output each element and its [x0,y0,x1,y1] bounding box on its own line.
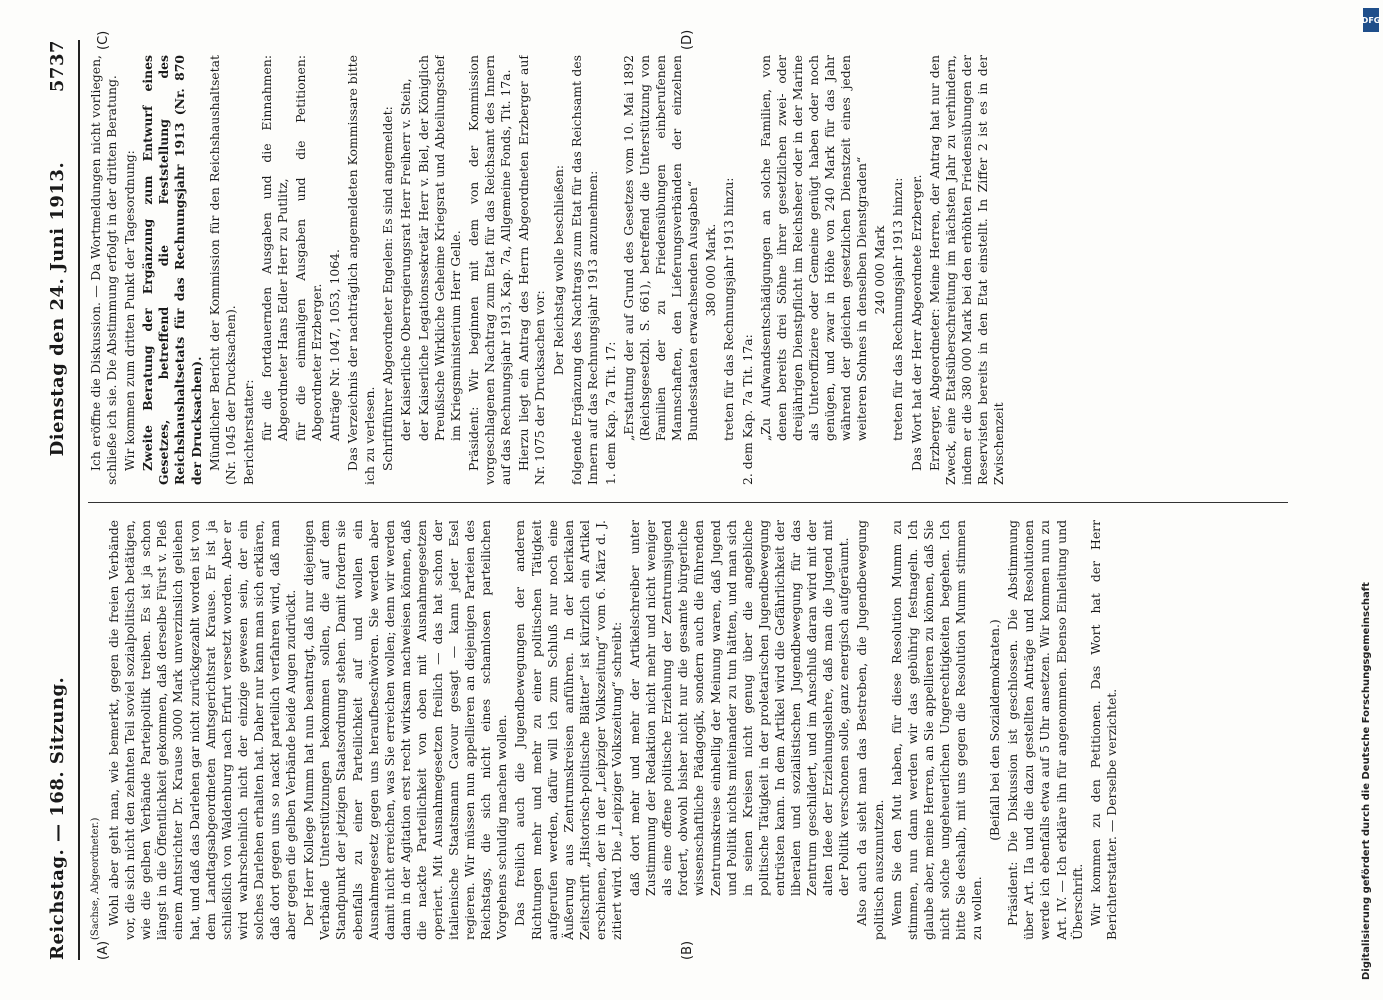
right-paragraph: „Zu Aufwandsentschädigungen an solche Familien, von denen bereits drei Söhne ihrer gesetzlichen zwei- oder dreijährigen Dienstpflicht im Reichsheer oder in der Marine als Unteroffiziere oder Gemeine genügt haben oder noch genügen, und zwar in Höhe von 240 Mark für das Jahr während der gleichen gesetzlichen Dienstzeit eines jeden weiteren Sohnes in denselben Dienstgraden“ [757,55,870,441]
margin-marker-c: (C) [96,30,111,50]
right-paragraph: Das Wort hat der Herr Abgeordnete Erzberger. [908,174,924,471]
right-paragraph: Ich eröffne die Diskussion. — Da Wortmeldungen nicht vorliegen, schließe ich sie. Die Abstimmung erfolgt in der dritten Beratung. [88,55,120,485]
right-paragraph: Erzberger, Abgeordneter: Meine Herren, der Antrag hat nur den Zweck, eine Etatsüberschreitung im nächsten Jahr zu verhindern, indem er die 380 000 Mark bei den erhöhten Friedensübungen der Reservisten bereits in den Etat einstellt. In Ziffer 2 ist es in der Zwischenzeit [926,55,1006,485]
page-number: 5737 [46,39,68,93]
header-rule [78,40,80,960]
right-paragraph: der Kaiserliche Oberregierungsrat Herr Freiherr v. Stein, [397,78,413,441]
speaker-note: (Sachse, Abgeordneter.) [90,817,101,940]
left-paragraph: Das freilich auch die Jugendbewegungen der anderen Richtungen mehr und mehr zu einer politischen Tätigkeit aufgerufen werden, dafür will ich zum Schluß nur noch eine Äußerung aus Zentrumskreisen anführen. In der klerikalen Zeitschrift „Historisch-politische Blätter“ ist kürzlich ein Artikel erschienen, der in der „Leipziger Volkszeitung“ vom 6. März d. J. zitiert wird. Die „Leipziger Volkszeitung“ schreibt: [512,520,624,940]
applause-note: (Beifall bei den Sozialdemokraten.) [987,619,1003,841]
left-quote: daß dort mehr und mehr der Artikelschreiber unter Zustimmung der Redaktion nicht mehr und nicht weniger als eine offene politische Erziehung der Zentrumsjugend fordert, obwohl bisher nicht nur die gesamte bürgerliche wissenschaftliche Pädagogik, sondern auch die führenden Zentrumskreise einhellig der Meinung waren, daß Jugend und Politik nichts miteinander zu tun hätten, und man sich in seinen Kreisen nicht genug über die angebliche politische Tätigkeit in der proletarischen Jugendbewegung entrüsten kann. In dem Artikel wird die Gefährlichkeit der liberalen und sozialistischen Jugendbewegung für das Zentrum geschildert, und im Anschluß daran wird mit der alten Idee der Erziehungslehre, daß man die Jugend mit der Politik verschonen solle, ganz energisch aufgeräumt. [627,520,852,896]
right-paragraph: treten für das Rechnungsjahr 1913 hinzu: [721,177,737,441]
left-paragraph: Der Herr Kollege Mumm hat nun beantragt, daß nur diejenigen Verbände Unterstützungen bekommen sollen, die auf dem Standpunkt der jetzigen Staatsordnung stehen. Damit fordern sie ebenfalls zu einer Parteilichkeit auf und wollen ein Ausnahmegesetz gegen uns heraufbeschwören. Sie werden aber damit nicht erreichen, was Sie erreichen wollen; denn wir werden dann in der Agitation erst recht wirksam nachweisen können, daß die nackte Parteilichkeit von oben mit Ausnahmegesetzen operiert. Mit Ausnahmegesetzen freilich — das hat schon der italienische Staatsmann Cavour gesagt — kann jeder Esel regieren. Wir müssen nun appellieren an diejenigen Parteien des Reichstags, die sich nicht eines schamlosen parteilichen Vorgehens schuldig machen wollen. [301,520,510,940]
margin-marker-b: (B) [680,940,695,960]
right-paragraph: der Kaiserliche Legationssekretär Herr v. Biel, der Königlich Preußische Wirkliche Geheime Kriegsrat und Abteilungschef im Kriegsministerium Herr Gelle. [415,55,463,441]
header-date: Dienstag den 24. Juni 1913. [46,161,68,457]
column-divider [88,502,1288,503]
right-paragraph: 240 000 Mark [872,225,888,315]
right-paragraph: Hierzu liegt ein Antrag des Herrn Abgeordneten Erzberger auf Nr. 1075 der Drucksachen vor: [516,55,548,485]
margin-marker-a: (A) [96,940,111,960]
left-paragraph: Wir kommen zu den Petitionen. Das Wort hat der Herr Berichterstatter. — Derselbe verzichtet. [1087,520,1119,940]
right-paragraph: Das Verzeichnis der nachträglich angemeldeten Kommissare bitte ich zu verlesen. [345,55,377,485]
right-paragraph: „Erstattung der auf Grund des Gesetzes vom 10. Mai 1892 (Reichsgesetzbl. S. 661), betreffend die Unterstützung von Familien der zu Friedensübungen einberufenen Mannschaften, den Lieferungsverbänden der einzelnen Bundesstaaten erwachsenden Ausgaben“ [620,55,701,441]
right-paragraph: Schriftführer Abgeordneter Engelen: Es sind angemeldet: [379,106,395,471]
header-left-title: Reichstag. — 168. Sitzung. [46,676,68,960]
right-paragraph: für die fortdauernden Ausgaben und die Einnahmen: Abgeordneter Hans Edler Herr zu Putlitz, [258,55,291,441]
dfg-logo: DFG [1363,8,1379,32]
right-paragraph: 2. dem Kap. 7a Tit. 17a: [739,334,755,485]
right-paragraph: für die einmaligen Ausgaben und die Petitionen: Abgeordneter Erzberger. [293,55,325,441]
margin-marker-d: (D) [680,29,695,50]
agenda-title: Zweite Beratung der Ergänzung zum Entwurf eines Gesetzes, betreffend die Feststellung des Reichshaushaltsetats für das Rechnungsjahr 1913 (Nr. 870 der Drucksachen). [140,55,204,485]
dfg-credit-note: Digitalisierung gefördert durch die Deutsche Forschungsgemeinschaft [1361,582,1372,980]
left-paragraph: Wohl aber geht man, wie bemerkt, gegen die freien Verbände vor, die sich nicht den zehnten Teil soviel sozialpolitisch betätigen, wie die gelben Verbände Parteipolitik treiben. Es ist ja schon längst in die Öffentlichkeit gekommen, daß derselbe Fürst v. Pleß einem Amtsrichter Dr. Krause 3000 Mark unverzinslich geliehen hat, und daß das Darlehen gar nicht zurückgezahlt worden ist von dem Landtagsabgeordneten Amtsgerichtsrat Krause. Er ist ja schließlich von Waldenburg nach Erfurt versetzt worden. Aber er wird wahrscheinlich nicht der einzige gewesen sein, der ein solches Darlehen erhalten hat. Daher nur kann man sich erklären, daß dort gegen uns so nackt parteilich verfahren wird, daß man aber gegen die gelben Verbände beide Augen zudrückt. [106,520,299,940]
left-paragraph: Wenn Sie den Mut haben, für diese Resolution Mumm zu stimmen, nun dann werden wir das gebührig festnageln. Ich glaube aber, meine Herren, an Sie appellieren zu können, daß Sie nicht solche ungeheuerlichen Ungerechtigkeiten begehen. Ich bitte Sie deshalb, mit uns gegen die Resolution Mumm stimmen zu wollen. [888,520,985,940]
page-header [40,40,74,960]
right-paragraph: 1. dem Kap. 7a Tit. 17: [602,341,618,485]
right-paragraph: Mündlicher Bericht der Kommission für den Reichshaushaltsetat (Nr. 1045 der Drucksachen). [206,55,238,485]
right-paragraph: Der Reichstag wolle beschließen: [550,164,566,376]
right-paragraph: Berichterstatter: [240,379,256,485]
left-paragraph: Präsident: Die Diskussion ist geschlossen. Die Abstimmung über Art. IIa und die dazu gestellten Anträge und Resolutionen werde ich ebenfalls etwa auf 5 Uhr ansetzen. Wir kommen nun zu Art. IV. — Ich erkläre ihn für angenommen. Ebenso Einleitung und Überschrift. [1005,520,1085,940]
right-paragraph: treten für das Rechnungsjahr 1913 hinzu: [890,177,906,441]
right-paragraph: 380 000 Mark. [703,223,719,317]
left-paragraph: Also auch da sieht man das Bestreben, die Jugendbewegung politisch auszunutzen. [854,520,886,940]
right-paragraph: Präsident: Wir beginnen mit dem von der Kommission vorgeschlagenen Nachtrag zum Etat für das Reichsamt des Innern auf das Rechnungsjahr 1913, Kap. 7a, Allgemeine Fonds, Tit. 17a. [466,55,514,485]
left-column [88,520,1288,940]
right-paragraph: Wir kommen zum dritten Punkt der Tagesordnung: [122,150,138,471]
right-paragraph: Anträge Nr. 1047, 1053, 1064. [327,249,343,441]
right-paragraph: folgende Ergänzung des Nachtrags zum Etat für das Reichsamt des Innern auf das Rechnungsjahr 1913 anzunehmen: [568,55,600,485]
right-column [88,55,1288,485]
